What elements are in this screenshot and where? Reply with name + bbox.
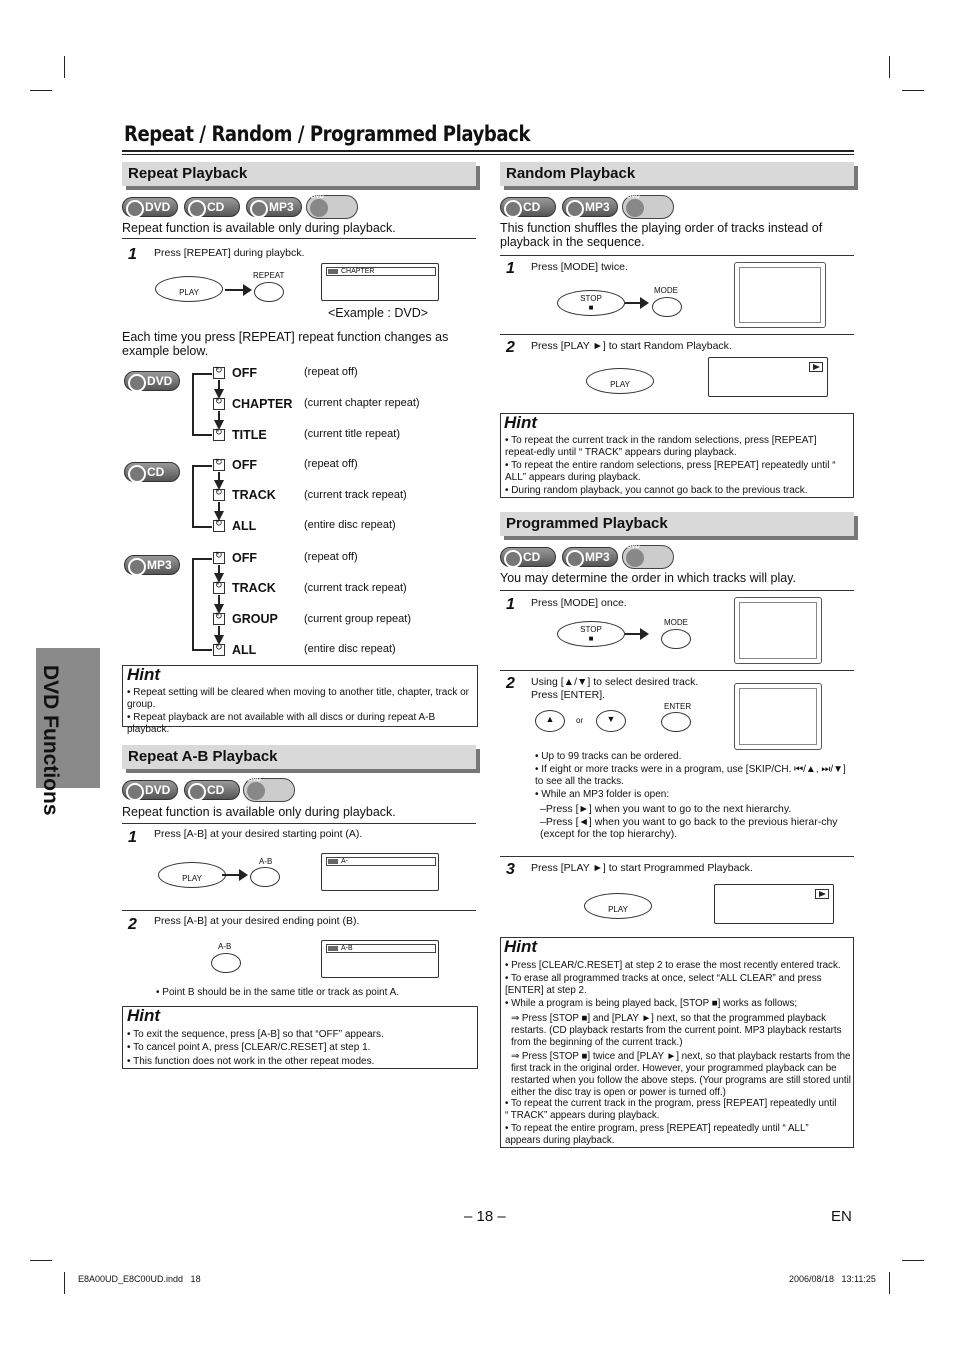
ab-button: [250, 867, 280, 887]
screen-status: CHAPTER: [326, 267, 436, 276]
repeat-icon: [213, 613, 225, 625]
hint-item: • To repeat the entire program, press [REPEAT] repeatedly until “ ALL” appears during playback.: [505, 1123, 809, 1146]
step-number: 1: [128, 246, 137, 263]
cd-badge: CD: [184, 780, 240, 800]
mode-desc: (repeat off): [304, 458, 358, 470]
crop-mark: [889, 56, 890, 78]
play-button-label: PLAY: [610, 380, 630, 389]
down-arrow: [214, 511, 224, 521]
play-button: [158, 862, 226, 888]
program-screen: [734, 597, 822, 664]
hint-item: • To exit the sequence, press [A-B] so that “OFF” appears.: [127, 1029, 384, 1040]
program-note: • If eight or more tracks were in a program, use [SKIP/CH. ⏮/▲, ⏭/▼] to see all the tracks.: [535, 764, 846, 787]
repeat-icon: [213, 582, 225, 594]
step-number: 3: [506, 861, 515, 878]
loop-line: [192, 526, 212, 528]
hint-item: • To cancel point A, press [CLEAR/C.RESET] at step 1.: [127, 1042, 371, 1053]
loop-line: [192, 558, 194, 651]
mode-label: TRACK: [232, 488, 276, 502]
repeat-icon: [213, 552, 225, 564]
ab-button-label: A-B: [259, 857, 273, 866]
loop-line: [192, 373, 212, 375]
down-arrow-icon: ▼: [606, 714, 616, 724]
cd-badge: CD: [500, 197, 556, 217]
arrow: [222, 874, 246, 876]
repeat-icon: [213, 429, 225, 441]
mode-button-label: MODE: [664, 618, 688, 627]
hint-item: • To erase all programmed tracks at once, select “ALL CLEAR” and press [ENTER] at step 2.: [505, 973, 822, 996]
mode-button-label: MODE: [654, 286, 678, 295]
dvd-disc-icon: [306, 195, 358, 219]
play-button-label: PLAY: [179, 288, 199, 297]
random-heading: Random Playback: [500, 162, 854, 186]
mode-label: OFF: [232, 551, 257, 565]
mode-label: TITLE: [232, 428, 267, 442]
hint-title: Hint: [504, 937, 538, 956]
cd-badge: CD: [500, 547, 556, 567]
program-note: –Press [◄] when you want to go back to the previous hierar-chy (except for the top hierarchy).: [540, 816, 838, 840]
hint-item: • This function does not work in the other repeat modes.: [127, 1056, 375, 1067]
crop-mark: [64, 56, 65, 78]
hint-item: • Repeat playback are not available with all discs or during repeat A-B playback.: [127, 712, 436, 735]
cd-badge: CD: [124, 462, 180, 482]
stop-button-label: STOP: [580, 625, 602, 634]
ab-heading: Repeat A-B Playback: [122, 745, 476, 769]
cd-badge: CD: [184, 197, 240, 217]
tv-screen: [708, 357, 828, 397]
or-label: or: [576, 716, 584, 725]
mode-label: OFF: [232, 458, 257, 472]
mode-desc: (entire disc repeat): [304, 519, 396, 531]
play-button-label: PLAY: [182, 874, 202, 883]
step-divider: [122, 910, 476, 911]
step-divider: [500, 856, 854, 857]
crop-mark: [64, 1272, 65, 1294]
mp3-badge: MP3: [562, 547, 618, 567]
mode-label: ALL: [232, 519, 257, 533]
ab-step1: Press [A-B] at your desired starting point (A).: [154, 828, 363, 840]
step-number: 2: [506, 675, 515, 692]
random-screen: [734, 262, 826, 328]
up-button: [535, 710, 565, 732]
dvd-badge: DVD: [122, 780, 178, 800]
random-step2: Press [PLAY ►] to start Random Playback.: [531, 340, 732, 352]
down-arrow: [214, 635, 224, 645]
page-title: Repeat / Random / Programmed Playback: [124, 122, 531, 146]
crop-mark: [889, 1272, 890, 1294]
mode-label: OFF: [232, 366, 257, 380]
ab-button: [211, 953, 241, 973]
ab-note: • Point B should be in the same title or track as point A.: [156, 987, 400, 998]
play-button-label: PLAY: [608, 905, 628, 914]
play-icon: [815, 889, 829, 899]
stop-button: [557, 290, 625, 316]
step-number: 2: [506, 339, 515, 356]
hint-item: • During random playback, you cannot go back to the previous track.: [505, 485, 808, 496]
step-number: 1: [506, 260, 515, 277]
loop-line: [192, 373, 194, 436]
random-intro: This function shuffles the playing order of tracks instead of playback in the sequence.: [500, 221, 823, 249]
programmed-step1: Press [MODE] once.: [531, 597, 627, 609]
page-number: – 18 –: [464, 1208, 506, 1225]
enter-button: [661, 712, 691, 732]
crop-mark: [902, 90, 924, 91]
hint-item: • Press [CLEAR/C.RESET] at step 2 to erase the most recently entered track.: [505, 960, 841, 971]
hint-item: • Repeat setting will be cleared when moving to another title, chapter, track or group.: [127, 687, 470, 710]
mode-desc: (entire disc repeat): [304, 643, 396, 655]
tv-screen: [714, 884, 834, 924]
loop-line: [192, 465, 194, 528]
hint-item: • To repeat the entire random selections, press [REPEAT] repeatedly until “ ALL” appears during playback.: [505, 460, 836, 483]
play-icon: [809, 362, 823, 372]
crop-mark: [30, 90, 52, 91]
file-name: E8A00UD_E8C00UD.indd 18: [78, 1274, 201, 1284]
repeat-button: [254, 282, 284, 302]
programmed-heading: Programmed Playback: [500, 512, 854, 536]
hint-item: • To repeat the current track in the program, press [REPEAT] repeatedly until “ TRACK” appears during playback.: [505, 1098, 837, 1121]
repeat-icon: [213, 644, 225, 656]
play-button: [155, 276, 223, 302]
arrow: [625, 302, 647, 304]
down-button: [596, 710, 626, 732]
mode-label: TRACK: [232, 581, 276, 595]
mode-desc: (current track repeat): [304, 489, 407, 501]
down-arrow: [214, 573, 224, 583]
dvd-disc-icon: [622, 195, 674, 219]
repeat-icon: [213, 459, 225, 471]
side-tab-label: DVD Functions: [39, 665, 62, 816]
dvd-disc-icon: [243, 778, 295, 802]
mp3-badge: MP3: [246, 197, 302, 217]
mode-label: GROUP: [232, 612, 278, 626]
title-rule: [122, 154, 854, 155]
hint-item: ⇒ Press [STOP ■] and [PLAY ►] next, so that the programmed playback restarts. (CD playback restarts from the current point. MP3 playback restarts from the beginning of the current track.): [511, 1013, 842, 1048]
screen-status: A-B: [326, 944, 436, 953]
enter-button-label: ENTER: [664, 702, 692, 711]
repeat-icon: [213, 398, 225, 410]
example-label: <Example : DVD>: [328, 306, 429, 320]
mode-desc: (repeat off): [304, 366, 358, 378]
step-divider: [500, 590, 854, 591]
mode-button: [652, 297, 682, 317]
ab-button-label: A-B: [218, 942, 232, 951]
mode-desc: (repeat off): [304, 551, 358, 563]
step-divider: [122, 238, 476, 239]
stop-button: [557, 621, 625, 647]
programmed-step3: Press [PLAY ►] to start Programmed Playback.: [531, 862, 753, 874]
hint-title: Hint: [504, 413, 538, 432]
screen-status: A-: [326, 857, 436, 866]
crop-mark: [902, 1260, 924, 1261]
print-date: 2006/08/18 13:11:25: [789, 1274, 876, 1284]
title-rule: [122, 150, 854, 152]
play-button: [584, 893, 652, 919]
hint-title: Hint: [127, 1006, 161, 1025]
mp3-badge: MP3: [124, 555, 180, 575]
down-arrow: [214, 604, 224, 614]
crop-mark: [30, 1260, 52, 1261]
program-note: –Press [►] when you want to go to the next hierarchy.: [540, 803, 792, 815]
programmed-step2b: Press [ENTER].: [531, 689, 606, 701]
dvd-badge: DVD: [122, 197, 178, 217]
repeat-icon: [213, 367, 225, 379]
program-screen: [734, 683, 822, 750]
tv-screen: [321, 263, 439, 301]
repeat-step1: Press [REPEAT] during playbck.: [154, 247, 305, 259]
hint-item: • To repeat the current track in the random selections, press [REPEAT] repeat-edly until “ TRACK” appears during playback.: [505, 435, 817, 458]
down-arrow: [214, 480, 224, 490]
step-divider: [122, 823, 476, 824]
program-note: • While an MP3 folder is open:: [535, 789, 670, 800]
play-button: [586, 368, 654, 394]
down-arrow: [214, 420, 224, 430]
mode-desc: (current group repeat): [304, 613, 411, 625]
loop-line: [192, 649, 212, 651]
ab-step2: Press [A-B] at your desired ending point (B).: [154, 915, 360, 927]
mode-label: CHAPTER: [232, 397, 293, 411]
dvd-badge: DVD: [124, 371, 180, 391]
repeat-heading: Repeat Playback: [122, 162, 476, 186]
mode-desc: (current chapter repeat): [304, 397, 420, 409]
mode-label: ALL: [232, 643, 257, 657]
mode-desc: (current title repeat): [304, 428, 400, 440]
each-time-text: Each time you press [REPEAT] repeat function changes as example below.: [122, 330, 449, 358]
step-number: 2: [128, 916, 137, 933]
hint-title: Hint: [127, 665, 161, 684]
step-number: 1: [128, 829, 137, 846]
step-divider: [500, 670, 854, 671]
hint-item: • While a program is being played back, [STOP ■] works as follows;: [505, 998, 798, 1009]
program-note: • Up to 99 tracks can be ordered.: [535, 751, 682, 762]
dvd-disc-icon: [622, 545, 674, 569]
ab-intro: Repeat function is available only during playback.: [122, 805, 396, 819]
language-label: EN: [831, 1208, 852, 1225]
loop-line: [192, 434, 212, 436]
stop-icon: ■: [588, 303, 594, 312]
step-divider: [500, 334, 854, 335]
mode-desc: (current track repeat): [304, 582, 407, 594]
tv-screen: [321, 853, 439, 891]
stop-button-label: STOP: [580, 294, 602, 303]
repeat-icon: [213, 489, 225, 501]
loop-line: [192, 465, 212, 467]
hint-item: ⇒ Press [STOP ■] twice and [PLAY ►] next, so that playback restarts from the first track in the original order. However, your programmed playback can be restarted when you follow the above steps. (Your programs are still stored until either the disc tray is open or power is turned off.): [511, 1051, 851, 1098]
arrow: [625, 633, 647, 635]
step-divider: [500, 255, 854, 256]
loop-line: [192, 558, 212, 560]
programmed-intro: You may determine the order in which tracks will play.: [500, 571, 796, 585]
up-arrow-icon: ▲: [545, 714, 555, 724]
arrow: [225, 289, 250, 291]
repeat-icon: [213, 520, 225, 532]
stop-icon: ■: [588, 634, 594, 643]
tv-screen: [321, 940, 439, 978]
mode-button: [661, 629, 691, 649]
repeat-intro: Repeat function is available only during playback.: [122, 221, 396, 235]
step-number: 1: [506, 596, 515, 613]
random-step1: Press [MODE] twice.: [531, 261, 628, 273]
down-arrow: [214, 389, 224, 399]
programmed-step2a: Using [▲/▼] to select desired track.: [531, 676, 699, 688]
mp3-badge: MP3: [562, 197, 618, 217]
repeat-button-label: REPEAT: [253, 271, 285, 280]
